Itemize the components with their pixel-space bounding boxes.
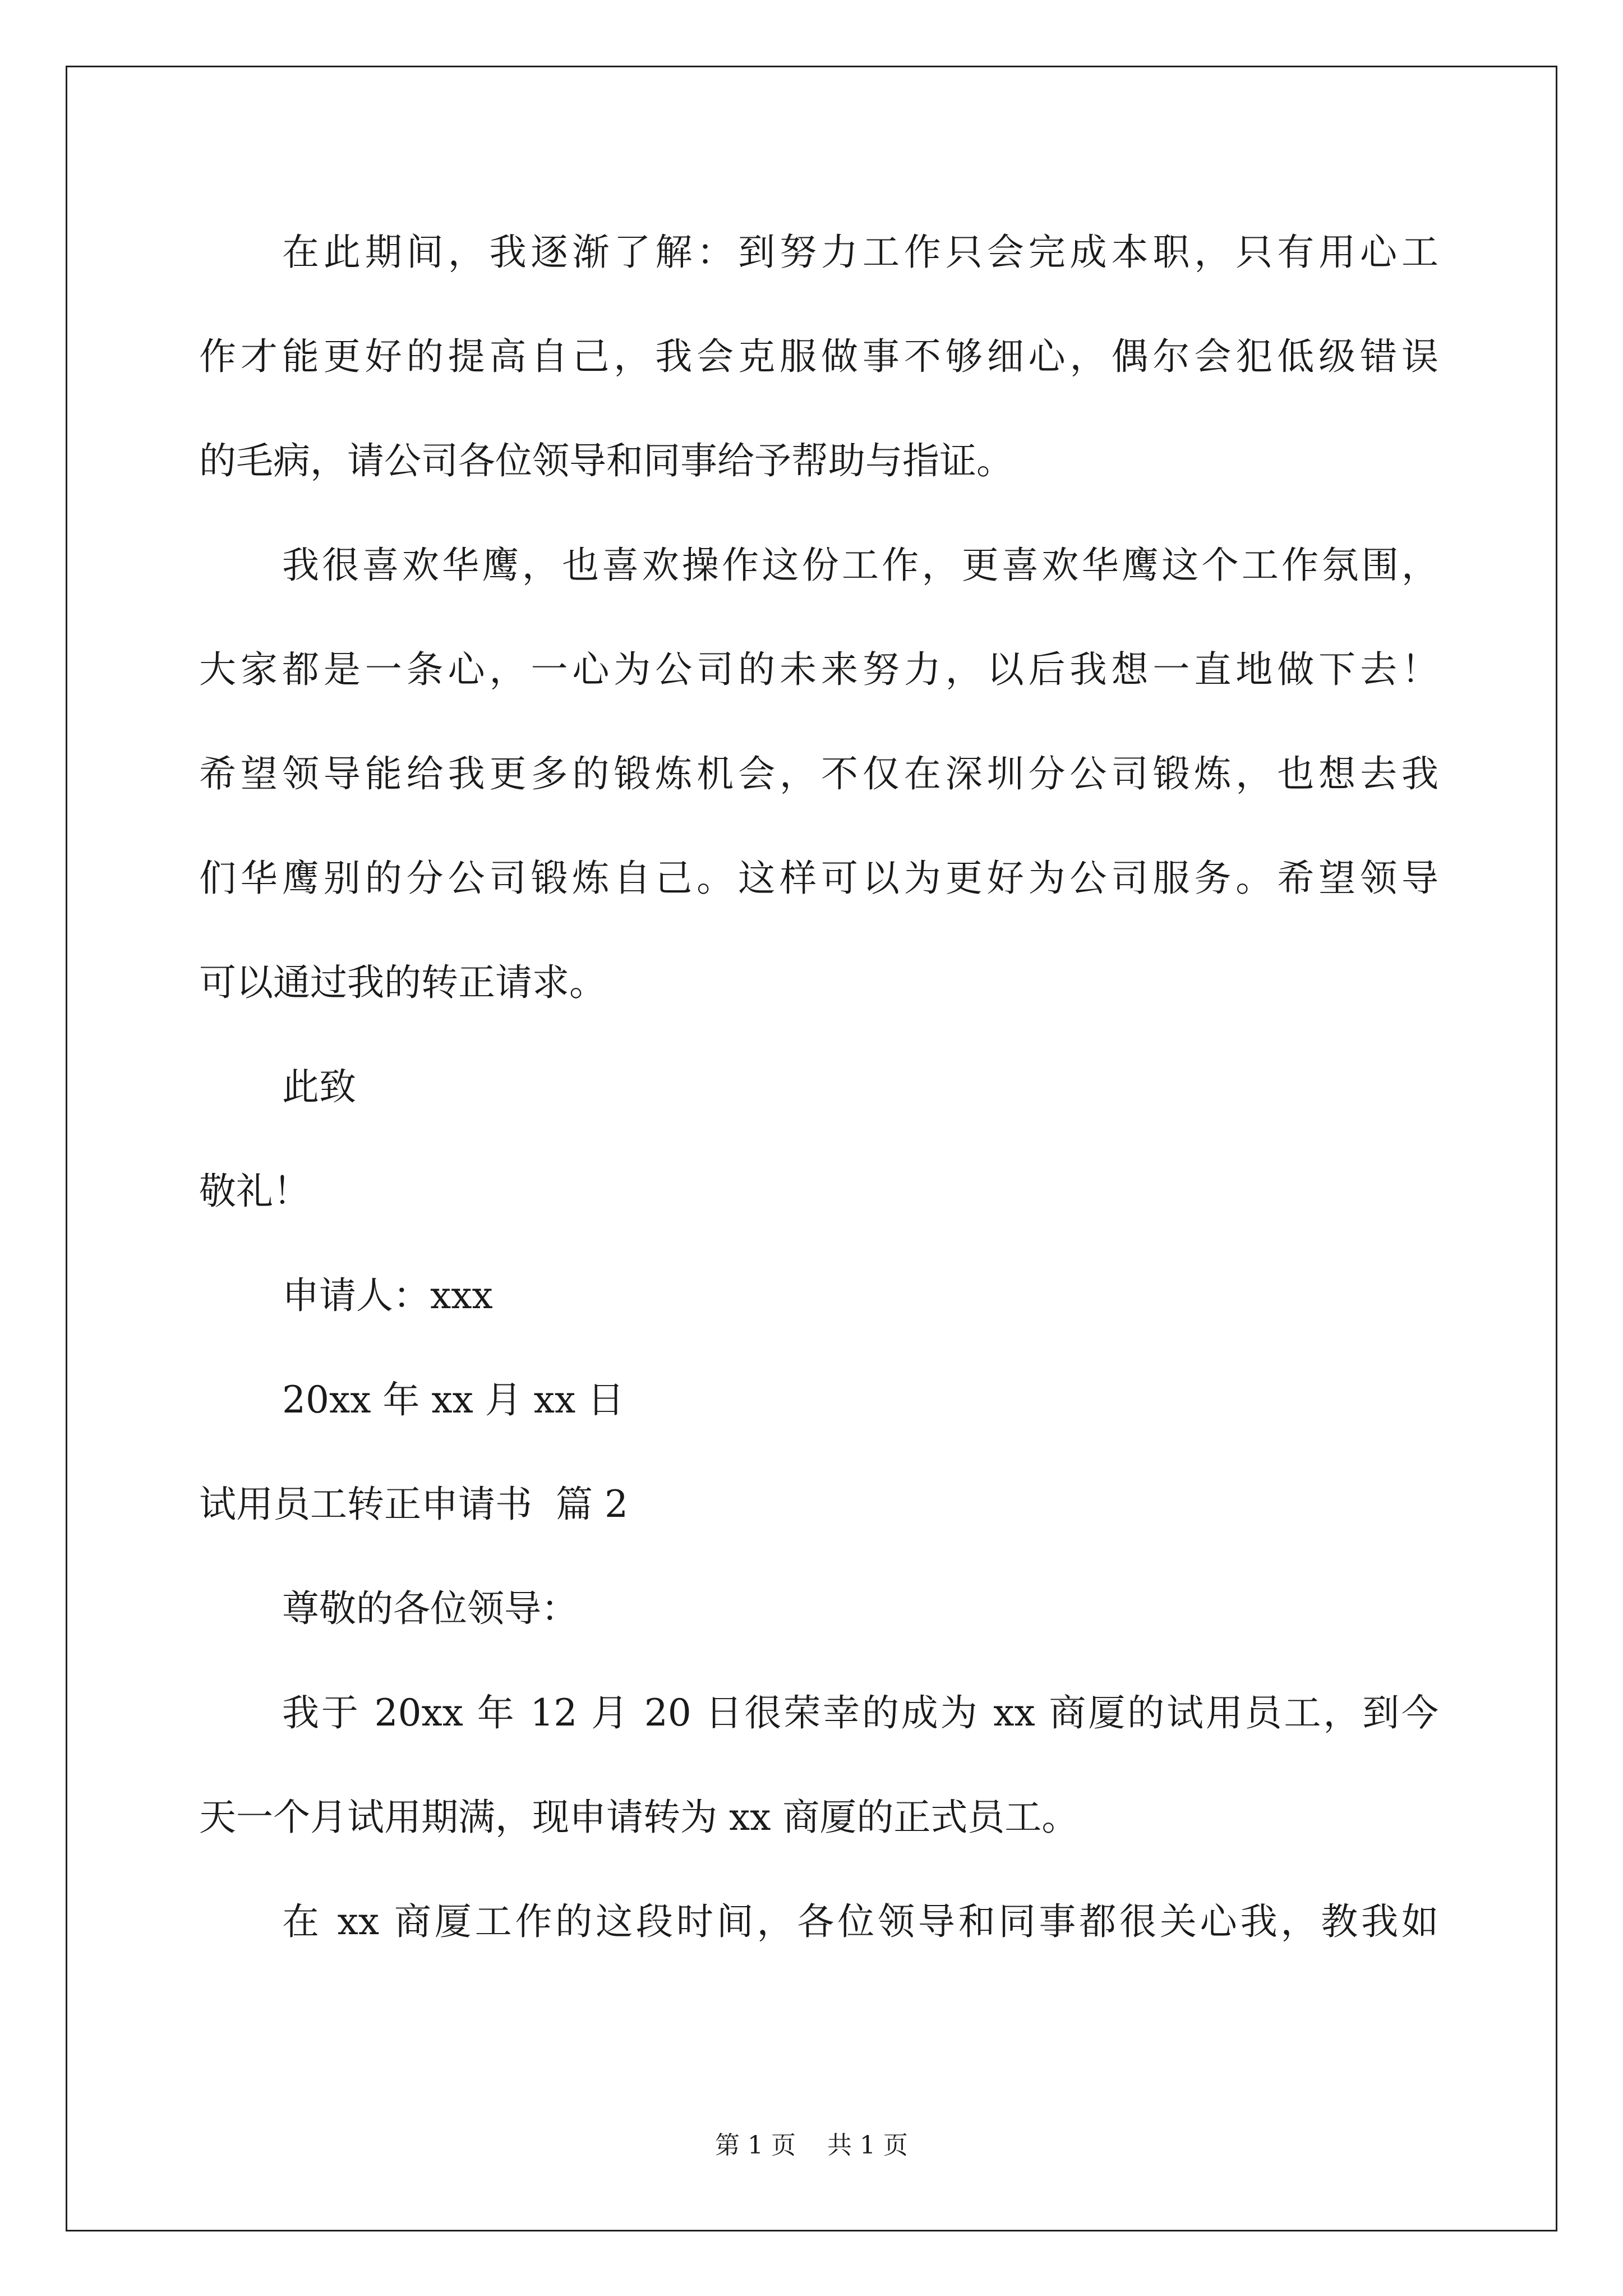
paragraph-2-line-5: 可以通过我的转正请求。: [199, 961, 606, 1004]
section-2-paragraph-2-line-1: 在 xx 商厦工作的这段时间，各位领导和同事都很关心我，教我如: [282, 1900, 1438, 1943]
paragraph-1-line-3: 的毛病，请公司各位领导和同事给予帮助与指证。: [199, 439, 1013, 482]
page-footer: 第 1 页 共 1 页: [715, 2131, 908, 2160]
paragraph-2-line-1: 我很喜欢华鹰，也喜欢操作这份工作，更喜欢华鹰这个工作氛围，: [282, 544, 1438, 587]
paragraph-2-line-2: 大家都是一条心，一心为公司的未来努力，以后我想一直地做下去！: [199, 648, 1438, 691]
paragraph-2-line-4: 们华鹰别的分公司锻炼自己。这样可以为更好为公司服务。希望领导: [199, 857, 1438, 900]
signature-date: 20xx 年 xx 月 xx 日: [282, 1378, 625, 1421]
salutation-ci-zhi: 此致: [282, 1065, 356, 1108]
section-2-greeting: 尊敬的各位领导：: [282, 1587, 578, 1630]
paragraph-2-line-3: 希望领导能给我更多的锻炼机会，不仅在深圳分公司锻炼，也想去我: [199, 752, 1438, 795]
section-2-paragraph-1-line-2: 天一个月试用期满，现申请转为 xx 商厦的正式员工。: [199, 1796, 1079, 1839]
section-2-title: 试用员工转正申请书 篇 2: [199, 1483, 628, 1526]
section-2-paragraph-1-line-1: 我于 20xx 年 12 月 20 日很荣幸的成为 xx 商厦的试用员工，到今: [282, 1691, 1438, 1734]
paragraph-1-line-2: 作才能更好的提高自己，我会克服做事不够细心，偶尔会犯低级错误: [199, 335, 1438, 378]
salutation-jing-li: 敬礼！: [199, 1170, 310, 1213]
applicant-name: 申请人：xxx: [282, 1274, 493, 1317]
paragraph-1-line-1: 在此期间，我逐渐了解：到努力工作只会完成本职，只有用心工: [282, 231, 1438, 274]
